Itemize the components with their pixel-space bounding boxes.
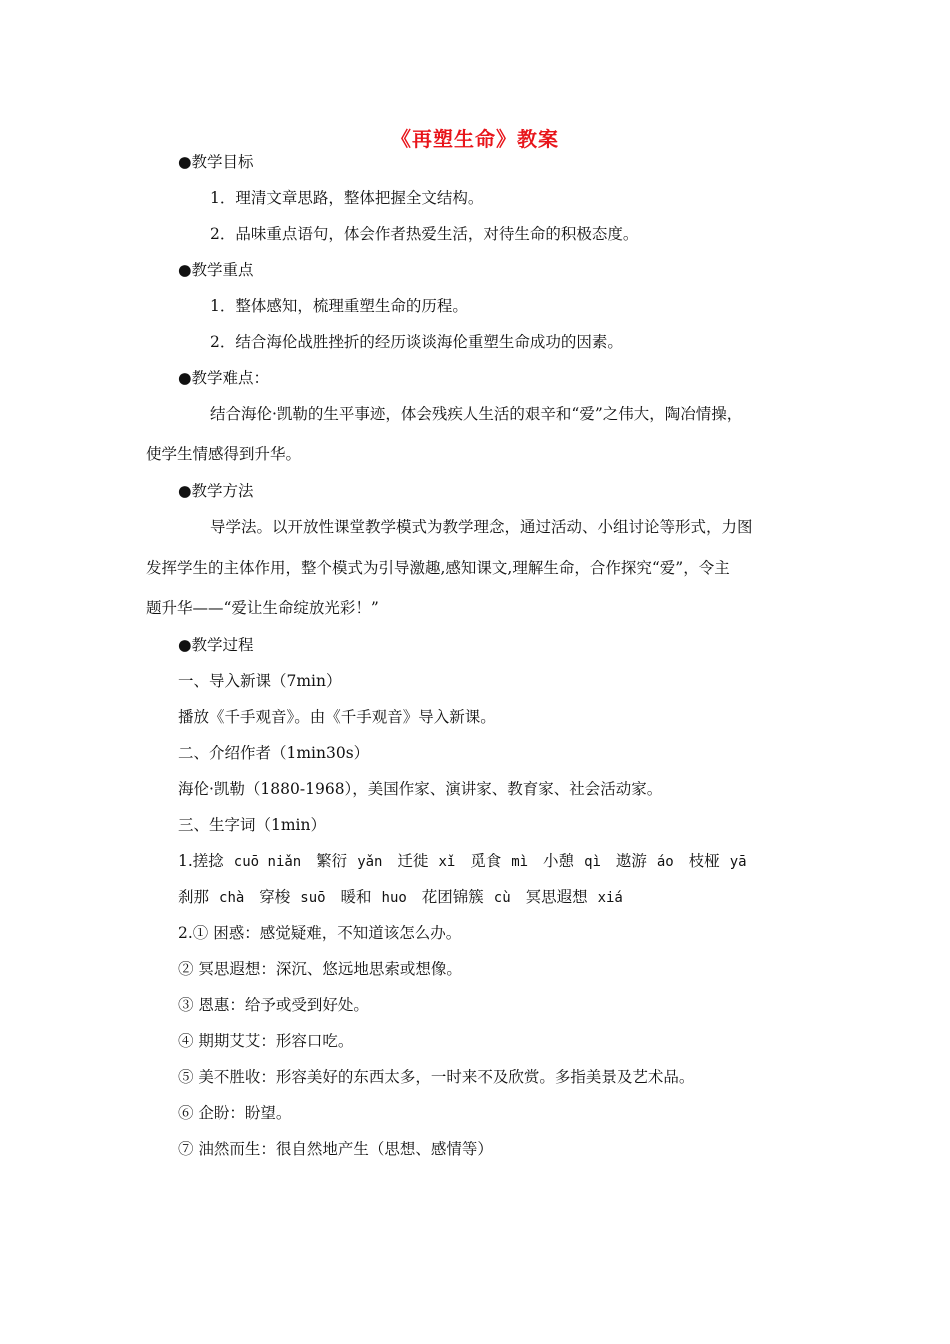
definition-3: ③ 恩惠：给予或受到好处。	[178, 996, 369, 1014]
objective-item-2: 2．品味重点语句，体会作者热爱生活，对待生命的积极态度。	[210, 225, 639, 243]
vocab-word: 小憩	[543, 852, 575, 870]
objective-item-1: 1．理清文章思路，整体把握全文结构。	[210, 189, 484, 207]
vocab-pinyin: qì	[584, 854, 601, 870]
vocab-pinyin: cù	[493, 890, 511, 906]
definition-4: ④ 期期艾艾：形容口吃。	[178, 1032, 354, 1050]
section-heading-difficulties: ●教学难点：	[178, 369, 270, 387]
key-point-item-2: 2．结合海伦战胜挫折的经历谈谈海伦重塑生命成功的因素。	[210, 333, 623, 351]
methods-paragraph-line-3: 题升华——“爱让生命绽放光彩！”	[146, 599, 379, 617]
vocab-pinyin: yǎn	[357, 854, 383, 870]
vocab-pinyin: xiá	[597, 890, 623, 906]
definition-7: ⑦ 油然而生：很自然地产生（思想、感情等）	[178, 1140, 493, 1158]
vocab-pinyin: yā	[729, 854, 747, 870]
vocab-word: 枝桠	[688, 852, 720, 870]
vocab-word: 1.搓捻	[178, 852, 224, 870]
definition-6: ⑥ 企盼：盼望。	[178, 1104, 292, 1122]
vocab-word: 穿梭	[259, 888, 291, 906]
vocab-pinyin: huo	[381, 890, 407, 906]
vocab-word: 迁徙	[397, 852, 429, 870]
process-step-1: 一、导入新课（7min）	[178, 672, 342, 690]
difficulty-paragraph-line-1: 结合海伦·凯勒的生平事迹，体会残疾人生活的艰辛和“爱”之伟大，陶冶情操，	[210, 405, 743, 423]
process-step-1-text: 播放《千手观音》。由《千手观音》导入新课。	[178, 708, 496, 726]
vocab-word: 遨游	[615, 852, 647, 870]
vocab-word: 觅食	[470, 852, 502, 870]
vocab-word: 暖和	[340, 888, 372, 906]
section-heading-methods: ●教学方法	[178, 482, 254, 500]
difficulty-paragraph-line-2: 使学生情感得到升华。	[146, 445, 302, 463]
vocab-pinyin: cuō niǎn	[233, 854, 302, 870]
definition-1: 2.① 困惑：感觉疑难，不知道该怎么办。	[178, 924, 462, 942]
vocab-pinyin: mì	[511, 854, 529, 870]
definition-2: ② 冥思遐想：深沉、悠远地思索或想像。	[178, 960, 462, 978]
vocab-pinyin: xǐ	[438, 854, 456, 870]
vocab-line-2	[178, 886, 633, 909]
methods-paragraph-line-2: 发挥学生的主体作用，整个模式为引导激趣,感知课文,理解生命，合作探究“爱”，令主	[146, 559, 730, 577]
section-heading-key-points: ●教学重点	[178, 261, 254, 279]
vocab-word: 冥思遐想	[525, 888, 588, 906]
document-title: 《再塑生命》教案	[391, 127, 559, 151]
process-step-3: 三、生字词（1min）	[178, 816, 326, 834]
vocab-pinyin: suō	[300, 890, 326, 906]
vocab-word: 刹那	[178, 888, 210, 906]
vocab-line-1	[178, 850, 757, 873]
section-heading-process: ●教学过程	[178, 636, 254, 654]
methods-paragraph-line-1: 导学法。以开放性课堂教学模式为教学理念，通过活动、小组讨论等形式，力图	[210, 518, 753, 536]
section-heading-objectives: ●教学目标	[178, 153, 254, 171]
vocab-word: 花团锦簇	[421, 888, 484, 906]
key-point-item-1: 1．整体感知，梳理重塑生命的历程。	[210, 297, 468, 315]
vocab-pinyin: chà	[219, 890, 245, 906]
process-step-2-text: 海伦·凯勒（1880-1968），美国作家、演讲家、教育家、社会活动家。	[178, 780, 663, 798]
vocab-pinyin: áo	[656, 854, 674, 870]
definition-5: ⑤ 美不胜收：形容美好的东西太多，一时来不及欣赏。多指美景及艺术品。	[178, 1068, 695, 1086]
process-step-2: 二、介绍作者（1min30s）	[178, 744, 370, 762]
vocab-word: 繁衍	[316, 852, 348, 870]
